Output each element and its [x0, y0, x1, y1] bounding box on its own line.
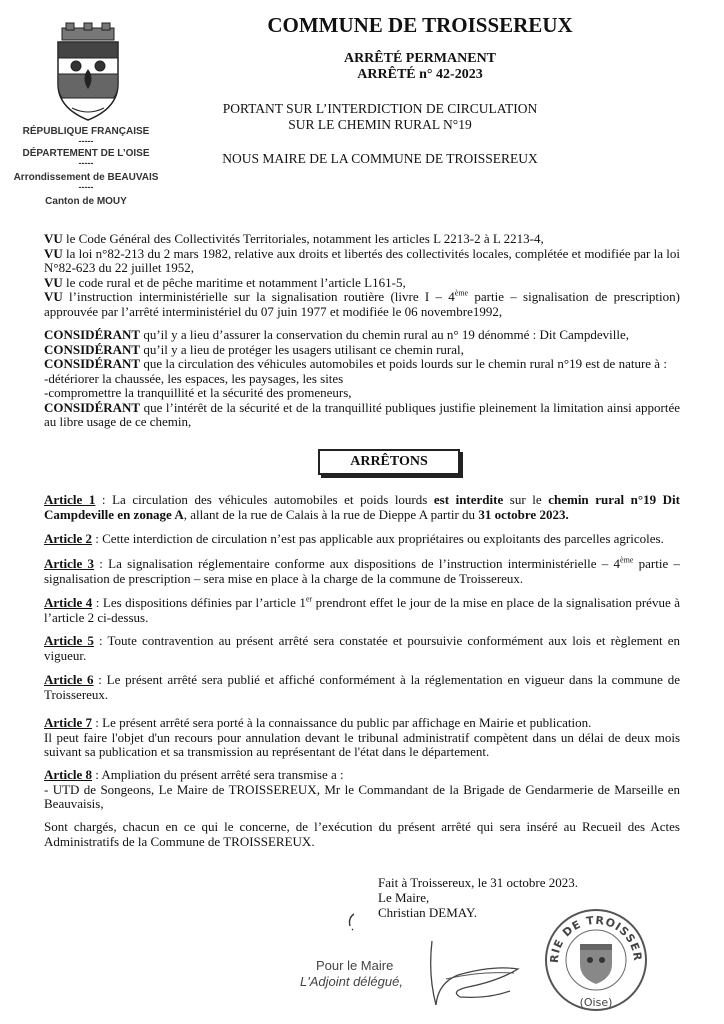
delegation-stamp — [300, 958, 403, 990]
closing-paragraph: Sont chargés, chacun en ce qui le concerne, de l’exécution du présent arrêté qui sera inséré au Recueil des Actes Administratifs de la Commune de TROISSEREUX. — [44, 819, 680, 849]
fait-a: Fait à Troissereux, le 31 octobre 2023. — [378, 875, 579, 890]
article-text: : Le présent arrêté sera porté à la connaissance du public par affichage en Mairie et publication. — [92, 715, 592, 730]
considerant-text: qu’il y a lieu de protéger les usagers utilisant ce chemin rural, — [140, 341, 464, 357]
article-text: Il peut faire l'objet d'un recours pour annulation devant le tribunal administratif compètent dans un délai de deux mois suivant sa publication et sa transmission au représentant de l'état dans le département. — [44, 729, 680, 759]
handwritten-mark — [345, 912, 359, 932]
subject-line: SUR LE CHEMIN RURAL N°19 — [288, 117, 472, 132]
vu-item — [44, 247, 680, 276]
considerant-key: CONSIDÉRANT — [44, 327, 141, 342]
divider: ----- — [78, 182, 94, 192]
article-text: : Cette interdiction de circulation n’est pas applicable aux propriétaires ou exploitants des parcelles agricoles. — [92, 531, 664, 546]
arrete-number: ARRÊTÉ n° 42-2023 — [357, 67, 483, 82]
considerant-item — [44, 328, 680, 343]
superscript: ème — [620, 555, 634, 565]
adjoint-delegue: L'Adjoint délégué, — [300, 974, 403, 989]
divider: ----- — [78, 158, 94, 168]
article-label: Article 7 — [44, 715, 93, 730]
vu-text: le Code Général des Collectivités Territoriales, notamment les articles L 2213-2 à L 2213-4, — [62, 231, 544, 246]
article-text: : Toute contravention au présent arrêté sera constatée et poursuivie conformément aux lois et règlement en vigueur. — [44, 633, 680, 663]
departement-label: DÉPARTEMENT DE L’OISE — [22, 148, 150, 159]
vu-item — [44, 290, 680, 319]
considerant-key: CONSIDÉRANT — [44, 356, 141, 371]
article-6 — [44, 673, 680, 702]
article-1 — [44, 493, 680, 522]
seal-text: RIE DE TROISSER — [547, 913, 645, 964]
considerant-item — [44, 343, 680, 358]
article-3 — [44, 557, 680, 586]
republique-label: RÉPUBLIQUE FRANÇAISE — [22, 126, 150, 137]
superscript: er — [305, 594, 313, 604]
handwritten-signature — [398, 935, 528, 1010]
considerant-text: que la circulation des véhicules automobiles et poids lourds sur le chemin rural n°19 est de nature à : — [140, 356, 667, 371]
vu-key: VU — [44, 245, 63, 261]
considerant-text: que l’intérêt de la sécurité et de la tranquillité publiques justifie pleinement la limitation ainsi apportée au libre usage de ce chemin, — [44, 399, 680, 429]
considerant-item — [44, 386, 680, 401]
commune-title: COMMUNE DE TROISSEREUX — [267, 13, 573, 37]
considerant-text: -compromettre la tranquillité et la sécurité des promeneurs, — [44, 385, 352, 400]
article-text: - UTD de Songeons, Le Maire de TROISSEREUX, Mr le Commandant de la Brigade de Gendarmerie de Marseille en Beauvaisis, — [44, 781, 680, 811]
official-seal — [540, 906, 652, 1014]
superscript: ème — [454, 288, 469, 298]
article-label: Article 2 — [44, 531, 93, 546]
article-8 — [44, 768, 680, 812]
article-2 — [44, 532, 680, 547]
vu-text: le code rural et de pêche maritime et notamment l’article L161-5, — [62, 274, 406, 290]
considerant-text: qu’il y a lieu d’assurer la conservation du chemin rural au n° 19 dénommé : Dit Campdeville, — [140, 327, 630, 342]
article-label: Article 1 — [44, 492, 96, 507]
article-text: sur le — [503, 492, 549, 507]
subject-line: PORTANT SUR L’INTERDICTION DE CIRCULATION — [222, 101, 538, 116]
article-label: Article 8 — [44, 767, 93, 782]
considerant-key: CONSIDÉRANT — [44, 399, 141, 415]
article-text: : La signalisation réglementaire conforme aux dispositions de l’instruction interministérielle – 4 — [94, 556, 621, 571]
arretons-heading: ARRÊTONS — [318, 449, 460, 475]
considerant-item — [44, 401, 680, 430]
article-emphasis: est interdite — [433, 492, 504, 507]
article-5 — [44, 634, 680, 663]
coat-of-arms-logo — [48, 22, 128, 122]
article-text: : Les dispositions définies par l’article 1 — [92, 595, 306, 610]
vu-block — [44, 232, 680, 319]
vu-text: l’instruction interministérielle sur la signalisation routière (livre I – 4 — [62, 289, 455, 304]
article-label: Article 5 — [44, 633, 94, 648]
vu-key: VU — [44, 231, 63, 246]
pour-le-maire: Pour le Maire — [316, 958, 394, 973]
article-label: Article 3 — [44, 556, 95, 571]
considerant-item — [44, 357, 680, 372]
vu-key: VU — [44, 289, 63, 304]
arrete-type: ARRÊTÉ PERMANENT — [343, 51, 497, 66]
article-text: partie – signalisation de prescription – sera mise en place à la charge de la commune de Troissereux. — [44, 556, 680, 586]
article-emphasis: 31 octobre 2023. — [478, 506, 569, 522]
article-text: : Ampliation du présent arrêté sera transmise a : — [92, 767, 344, 782]
vu-text: la loi n°82-213 du 2 mars 1982, relative aux droits et libertés des collectivités locales, complétée et modifiée par la loi N°82-623 du 22 juillet 1952, — [44, 245, 680, 275]
article-text: , allant de la rue de Calais à la rue de Dieppe A partir du — [183, 506, 479, 522]
canton-label: Canton de MOUY — [45, 196, 127, 207]
vu-key: VU — [44, 274, 63, 290]
article-label: Article 4 — [44, 595, 93, 610]
arrete-subject — [170, 101, 590, 133]
vu-text: partie – signalisation de prescription) approuvée par l’arrêté interministériel du 07 juin 1977 et modifiée le 06 novembre1992, — [44, 289, 680, 319]
admin-info — [0, 126, 172, 207]
arrondissement-label: Arrondissement de BEAUVAIS — [13, 172, 159, 183]
article-emphasis: chemin rural n°19 Dit Campdeville en zonage A — [44, 492, 680, 522]
article-text: prendront effet le jour de la mise en place de la signalisation prévue à l’article 2 ci-dessus. — [44, 595, 680, 625]
article-text: : La circulation des véhicules automobiles et poids lourds — [95, 492, 434, 507]
article-label: Article 6 — [44, 672, 94, 687]
seal-bottom-text: (Oise) — [579, 996, 613, 1009]
considerant-block — [44, 328, 680, 430]
divider: ----- — [78, 136, 94, 146]
vu-item — [44, 276, 680, 291]
article-4 — [44, 596, 680, 625]
maire-name: Christian DEMAY. — [378, 905, 477, 920]
vu-item — [44, 232, 680, 247]
nous-maire: NOUS MAIRE DE LA COMMUNE DE TROISSEREUX — [222, 151, 538, 166]
article-7 — [44, 716, 680, 760]
considerant-item — [44, 372, 680, 387]
article-text: : Le présent arrêté sera publié et affiché conformément à la réglementation en vigueur dans la commune de Troissereux. — [44, 672, 680, 702]
maire-role: Le Maire, — [378, 890, 430, 905]
considerant-text: -détériorer la chaussée, les espaces, les paysages, les sites — [44, 370, 344, 386]
considerant-key: CONSIDÉRANT — [44, 341, 141, 357]
